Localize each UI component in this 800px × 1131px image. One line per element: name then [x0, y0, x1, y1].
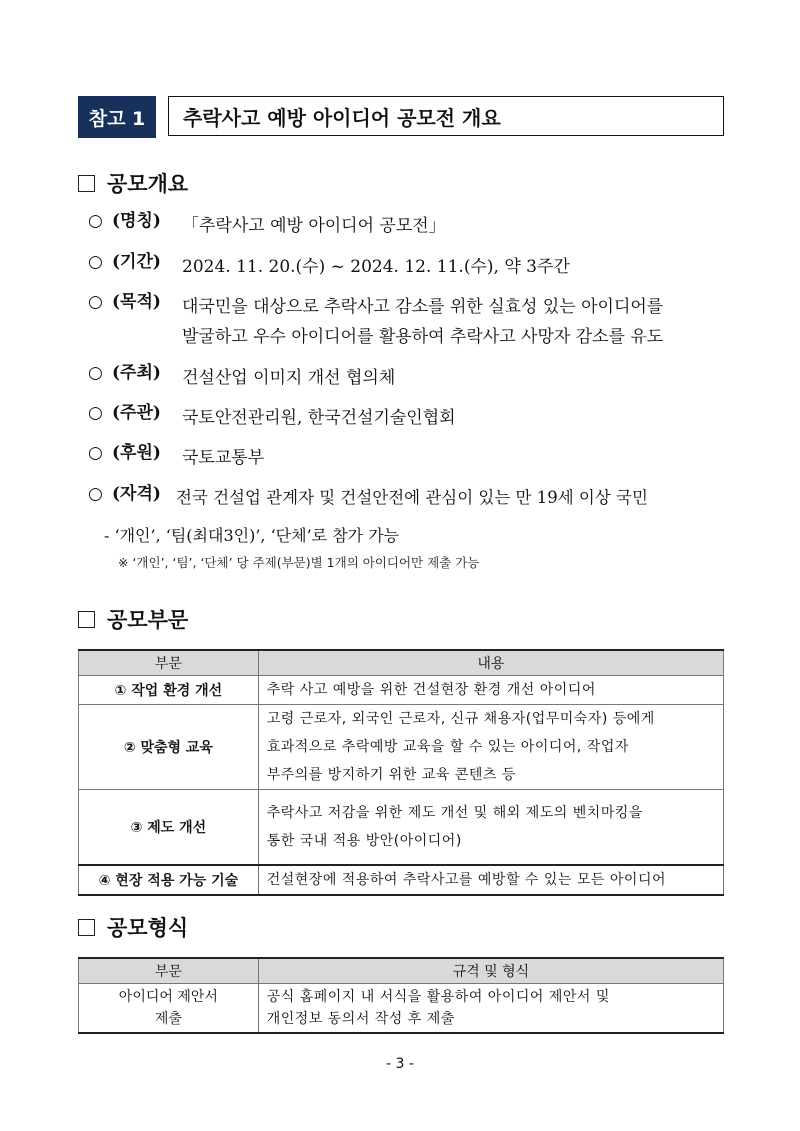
format-label	[79, 984, 259, 1034]
category-content	[258, 705, 723, 790]
overview-sponsor-value: 국토교통부	[182, 448, 265, 468]
overview-item-purpose: ○ (목적)	[88, 292, 161, 312]
overview-item-eligibility: ○ (자격)	[88, 484, 161, 504]
section-overview-heading	[78, 168, 188, 198]
item-key: (후원)	[112, 443, 161, 463]
format-content	[258, 984, 723, 1034]
section-title: 공모형식	[107, 916, 189, 940]
item-key: (목적)	[112, 292, 161, 312]
format-table	[78, 957, 724, 1034]
item-key: (주최)	[112, 363, 161, 383]
table-row	[79, 790, 724, 866]
item-key: (주관)	[112, 403, 161, 423]
format-label-line: 제출	[154, 1011, 182, 1027]
overview-host-value: 건설산업 이미지 개선 협의체	[182, 368, 396, 388]
overview-organizer-value: 국토안전관리원, 한국건설기술인협회	[182, 408, 456, 428]
content-line: 효과적으로 추락예방 교육을 할 수 있는 아이디어, 작업자	[266, 739, 629, 755]
overview-name-value: 「추락사고 예방 아이디어 공모전」	[182, 216, 446, 236]
content-line: 추락사고 저감을 위한 제도 개선 및 해외 제도의 벤치마킹을	[266, 805, 643, 821]
category-content: 건설현장에 적용하여 추락사고를 예방할 수 있는 모든 아이디어	[258, 865, 723, 895]
section-title: 공모개요	[107, 172, 189, 196]
table-header-row	[79, 650, 724, 676]
table-row	[79, 705, 724, 790]
section-categories-heading	[78, 604, 188, 634]
square-bullet-icon	[78, 175, 95, 192]
overview-item-sponsor: ○ (후원)	[88, 443, 161, 463]
table-header: 부문	[79, 958, 259, 984]
content-line: 고령 근로자, 외국인 근로자, 신규 채용자(업무미숙자) 등에게	[266, 711, 655, 727]
category-label: ③ 제도 개선	[79, 790, 259, 866]
category-label: ④ 현장 적용 가능 기술	[79, 865, 259, 895]
table-header-row	[79, 958, 724, 984]
page-number: - 3 -	[386, 1056, 414, 1072]
overview-item-period: ○ (기간)	[88, 252, 161, 272]
table-header: 규격 및 형식	[258, 958, 723, 984]
content-line: 공식 홈페이지 내 서식을 활용하여 아이디어 제안서 및	[266, 989, 610, 1005]
overview-purpose-line1: 대국민을 대상으로 추락사고 감소를 위한 실효성 있는 아이디어를	[182, 297, 664, 317]
square-bullet-icon	[78, 919, 95, 936]
square-bullet-icon	[78, 611, 95, 628]
category-content: 추락 사고 예방을 위한 건설현장 환경 개선 아이디어	[258, 676, 723, 705]
item-key: (명칭)	[112, 211, 161, 231]
item-key: (기간)	[112, 252, 161, 272]
page-title: 추락사고 예방 아이디어 공모전 개요	[168, 96, 724, 136]
table-row	[79, 676, 724, 705]
category-label: ② 맞춤형 교육	[79, 705, 259, 790]
overview-eligibility-value: 전국 건설업 관계자 및 건설안전에 관심이 있는 만 19세 이상 국민	[176, 488, 648, 507]
eligibility-note: ※ ‘개인’, ‘팀’, ‘단체’ 당 주제(부문)별 1개의 아이디어만 제출 가능	[118, 555, 480, 570]
eligibility-sub-item: - ‘개인’, ‘팀(최대3인)’, ‘단체’로 참가 가능	[104, 526, 400, 545]
content-line: 통한 국내 적용 방안(아이디어)	[266, 833, 462, 849]
overview-period-value: 2024. 11. 20.(수) ~ 2024. 12. 11.(수), 약 3주간	[182, 257, 570, 277]
content-line: 부주의를 방지하기 위한 교육 콘텐츠 등	[266, 767, 516, 783]
table-row	[79, 984, 724, 1034]
table-header: 부문	[79, 650, 259, 676]
overview-item-name: ○ (명칭)	[88, 211, 161, 231]
overview-item-organizer: ○ (주관)	[88, 403, 161, 423]
category-label: ① 작업 환경 개선	[79, 676, 259, 705]
content-line: 개인정보 동의서 작성 후 제출	[266, 1011, 455, 1027]
section-format-heading	[78, 912, 188, 942]
section-title: 공모부문	[107, 608, 189, 632]
table-row	[79, 865, 724, 895]
title-bar	[78, 96, 726, 138]
format-label-line: 아이디어 제안서	[118, 989, 218, 1005]
overview-item-host: ○ (주최)	[88, 363, 161, 383]
category-content	[258, 790, 723, 866]
item-key: (자격)	[112, 484, 161, 504]
reference-tag: 참고 1	[78, 96, 156, 138]
overview-purpose-line2: 발굴하고 우수 아이디어를 활용하여 추락사고 사망자 감소를 유도	[182, 327, 664, 347]
table-header: 내용	[258, 650, 723, 676]
categories-table	[78, 649, 724, 896]
